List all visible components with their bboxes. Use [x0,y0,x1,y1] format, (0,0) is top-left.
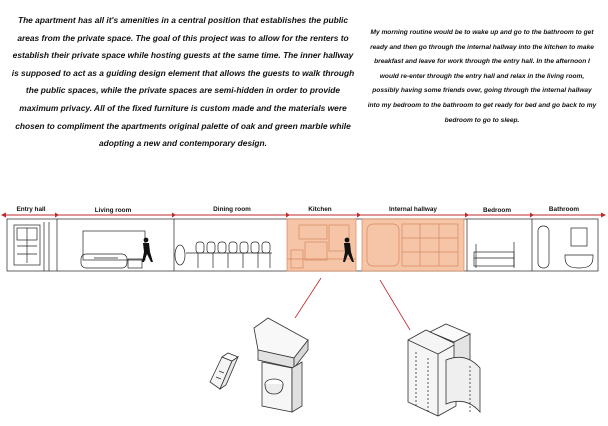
room-label-kitchen: Kitchen [308,206,332,213]
divider-arrow [55,213,59,218]
room-label-internal-hallway: Internal hallway [389,206,437,213]
leader-lines [295,278,410,330]
routine-paragraph: My morning routine would be to wake up and go to the bathroom to get ready and then go through the internal hallway into the kitchen to make breakfast and leave for work through the entry hall. In the afternoon I would re-enter through the entry hall and relax in the living room, possibly having some friends over, going through the internal hallway into my bedroom to the bathroom to get ready for bed and go back to my bedroom to go to sleep. [367,29,597,124]
divider-arrow [465,213,469,218]
room-label-bedroom: Bedroom [482,207,512,214]
concept-paragraph: The apartment has all it's amenities in a central position that establishes the public areas from the private space. The goal of this project was to allow for the renters to establish their private space while hosting guests at the same time. The inner hallway is supposed to act as a guiding design element that allows the guests to walk through the public spaces, while the private spaces are semi-hidden in order to provide maximum privacy. All of the fixed furniture is custom made and the materials were chosen to compliment the apartments original palette of oak and green marble while adopting a new and contemporary design. [11,15,355,149]
divider-arrow [357,213,361,218]
room-label-dining-room: Dining room [213,206,251,213]
internal-hallway-block [362,219,464,271]
room-labels [16,206,579,214]
section-elevation [7,219,598,271]
divider-arrow [286,213,290,218]
kitchen-axonometric [210,318,308,412]
room-label-living-room: Living room [94,207,132,214]
divider-arrow [172,213,176,218]
divider-arrow [530,213,534,218]
room-label-bathroom: Bathroom [548,206,580,213]
hallway-axonometric [408,324,480,416]
room-label-entry-hall: Entry hall [16,206,46,213]
circulation-line [1,213,606,218]
